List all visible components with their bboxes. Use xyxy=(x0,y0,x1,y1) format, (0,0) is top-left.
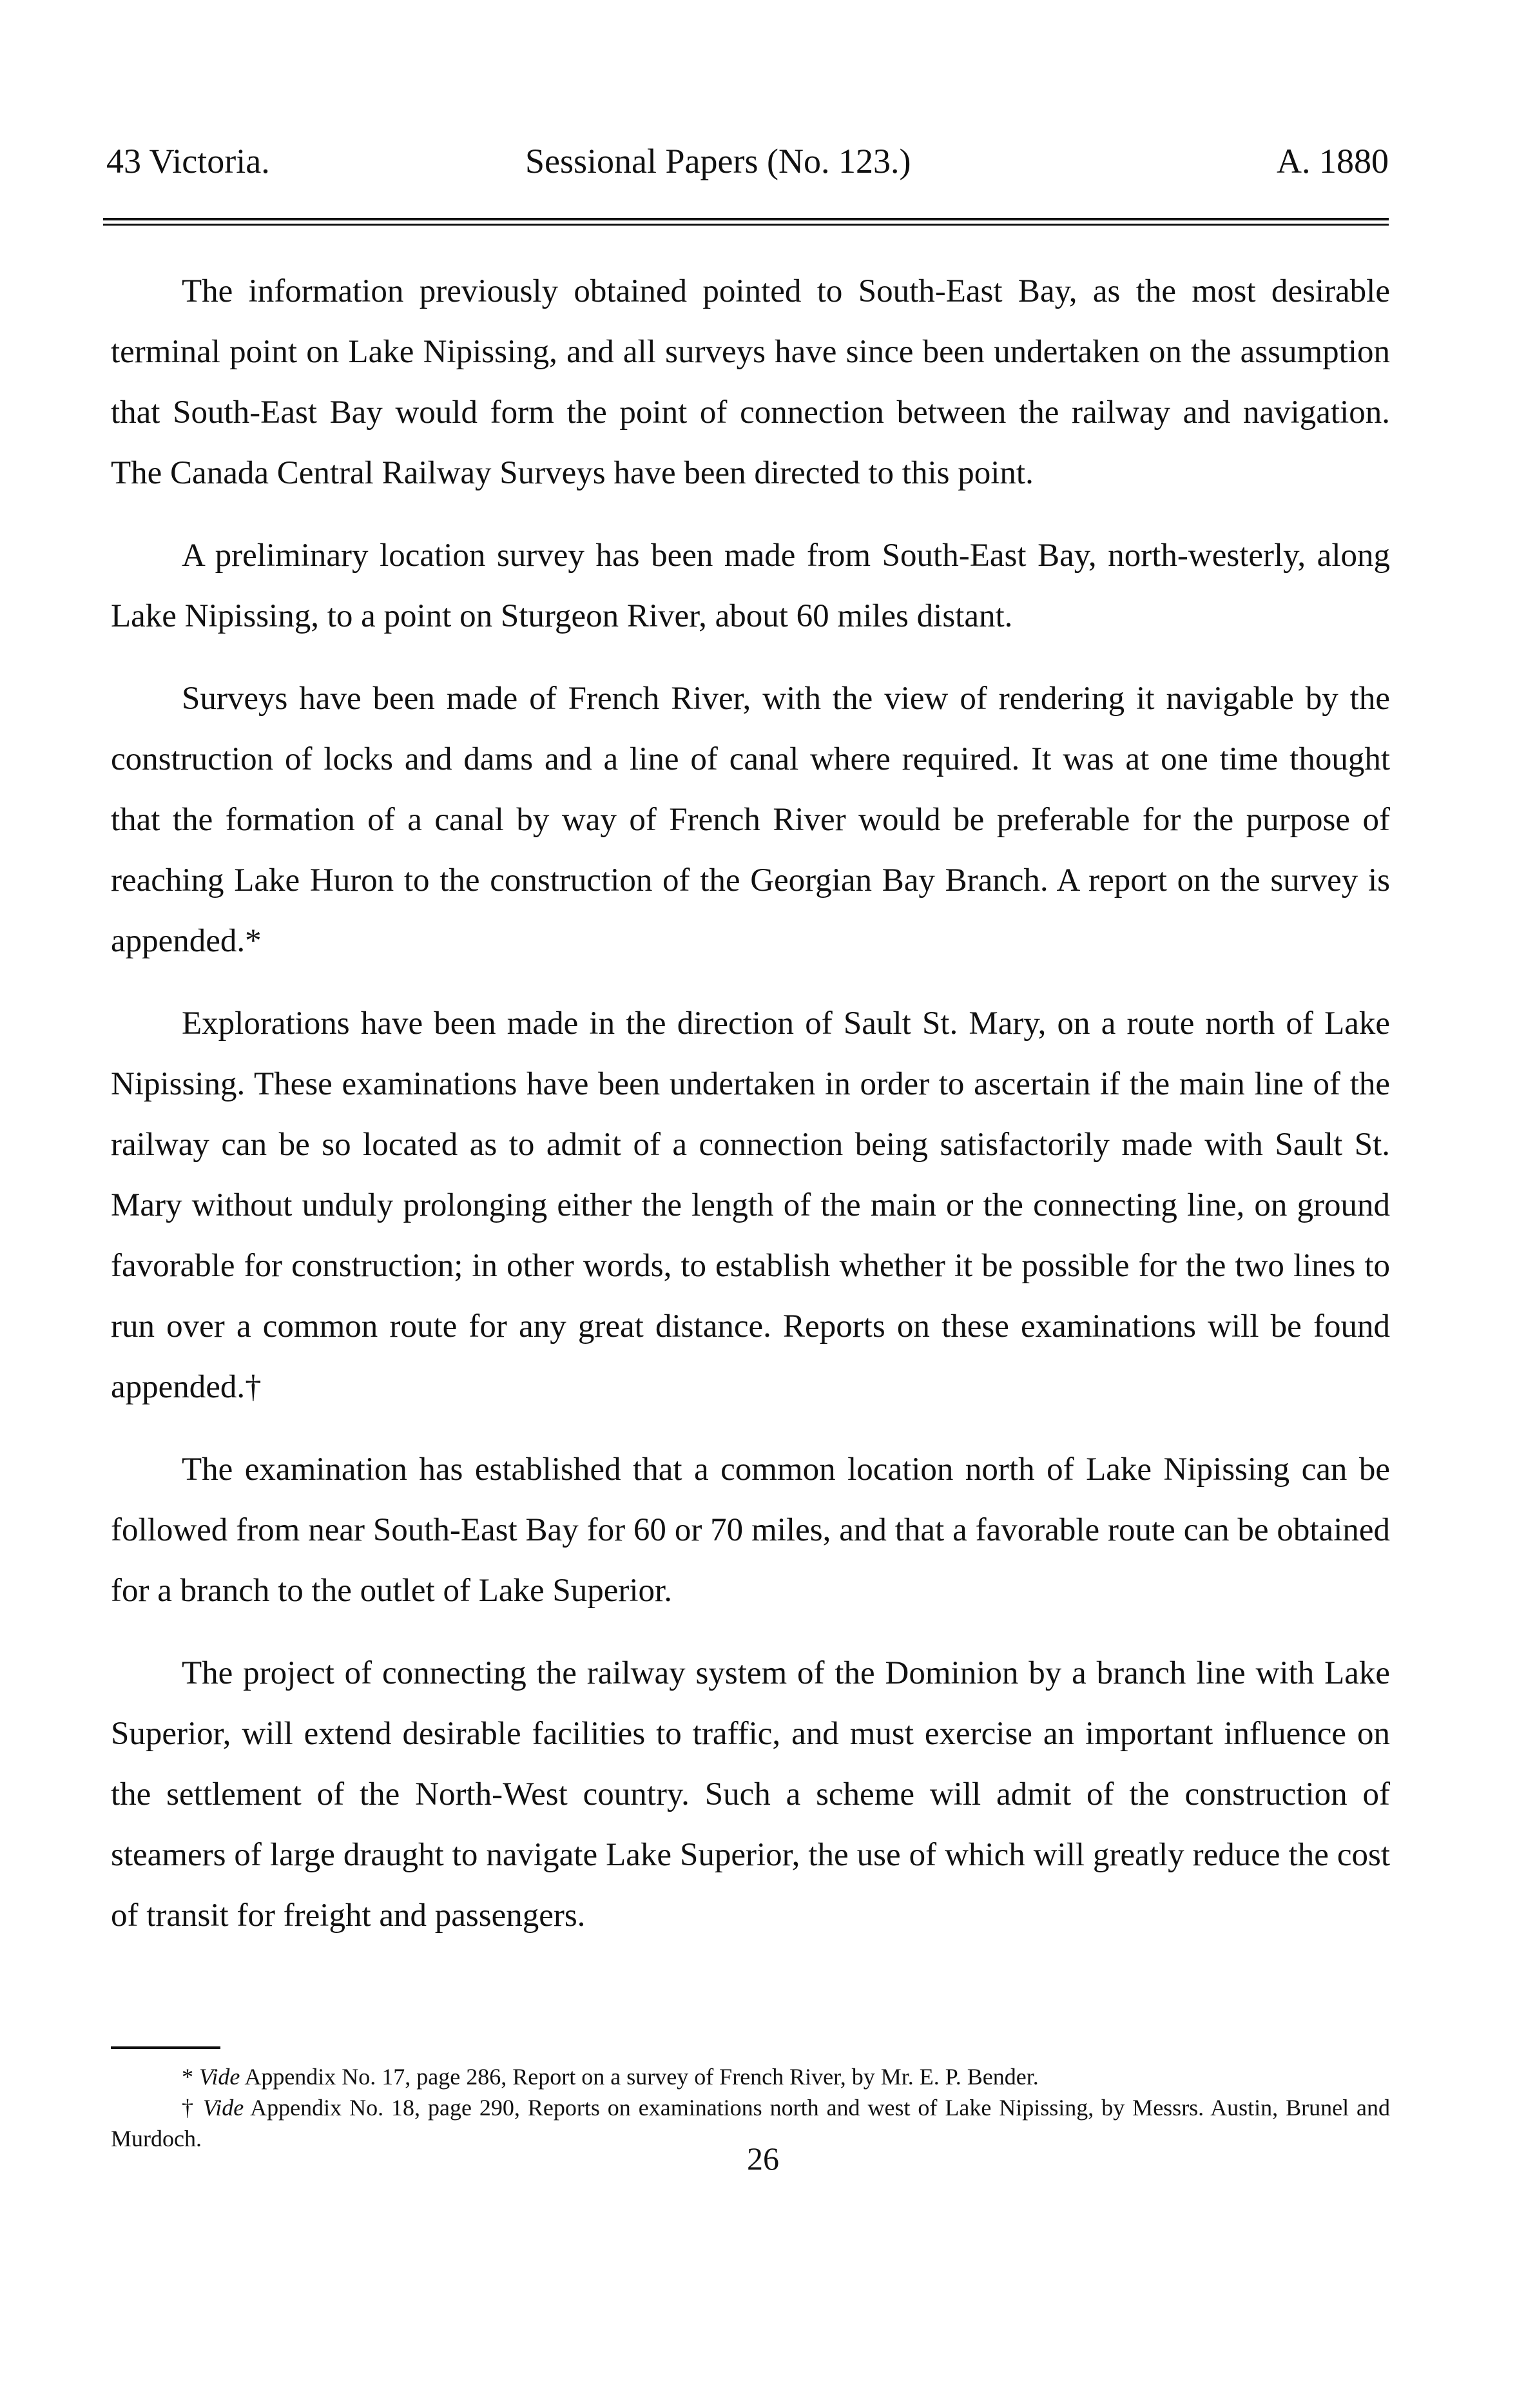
paragraph: Explorations have been made in the direction of Sault St. Mary, on a route north of Lake Nipissing. These examinations have been undertaken in order to ascertain if the main line of the railway can be so located as to admit of a connection being satisfactorily made with Sault St. Mary without unduly prolonging either the length of the main or the connecting line, on ground favorable for construction; in other words, to establish whether it be possible for the two lines to run over a common route for any great distance. Reports on these examinations will be found appended.† xyxy=(111,1005,1390,1405)
paragraph: A preliminary location survey has been made from South-East Bay, north-westerly, along Lake Nipissing, to a point on Sturgeon River, about 60 miles distant. xyxy=(111,538,1390,634)
footnote xyxy=(111,2061,1390,2092)
paragraph: Surveys have been made of French River, with the view of rendering it navigable by the construction of locks and dams and a line of canal where required. It was at one time thought that the formation of a canal by way of French River would be preferable for the purpose of reaching Lake Huron to the construction of the Georgian Bay Branch. A report on the survey is appended.* xyxy=(111,681,1390,959)
footnote-mark: † xyxy=(182,2095,203,2121)
paragraph: The project of connecting the railway system of the Dominion by a branch line with Lake Superior, will extend desirable facilities to traffic, and must exercise an important influence on the settlement of the North-West country. Such a scheme will admit of the construction of steamers of large draught to navigate Lake Superior, the use of which will greatly reduce the cost of transit for freight and passengers. xyxy=(111,1655,1390,1934)
running-header xyxy=(106,139,1389,184)
footnote-vide: Vide xyxy=(199,2064,240,2090)
footnote-text: Appendix No. 18, page 290, Reports on examinations north and west of Lake Nipissing, by Messrs. Austin, Brunel and Murdoch. xyxy=(111,2095,1391,2151)
body-text xyxy=(111,261,1390,1968)
footnote-vide: Vide xyxy=(202,2095,244,2121)
footnote-rule xyxy=(111,2046,220,2049)
header-year: A. 1880 xyxy=(1277,142,1389,180)
page-number: 26 xyxy=(747,2141,779,2177)
footnote-text: Appendix No. 17, page 286, Report on a survey of French River, by Mr. E. P. Bender. xyxy=(240,2064,1039,2090)
footnote-mark: * xyxy=(182,2064,199,2090)
paragraph: The examination has established that a common location north of Lake Nipissing can be followed from near South-East Bay for 60 or 70 miles, and that a favorable route can be obtained for a branch to the outlet of Lake Superior. xyxy=(111,1452,1390,1609)
header-publication: Sessional Papers (No. 123.) xyxy=(525,142,911,180)
paragraph: The information previously obtained pointed to South-East Bay, as the most desirable terminal point on Lake Nipissing, and all surveys have since been undertaken on the assumption that South-East Bay would form the point of connection between the railway and navigation. The Canada Central Railway Surveys have been directed to this point. xyxy=(111,273,1390,491)
header-regnal-year: 43 Victoria. xyxy=(106,142,270,180)
header-double-rule xyxy=(103,218,1389,226)
